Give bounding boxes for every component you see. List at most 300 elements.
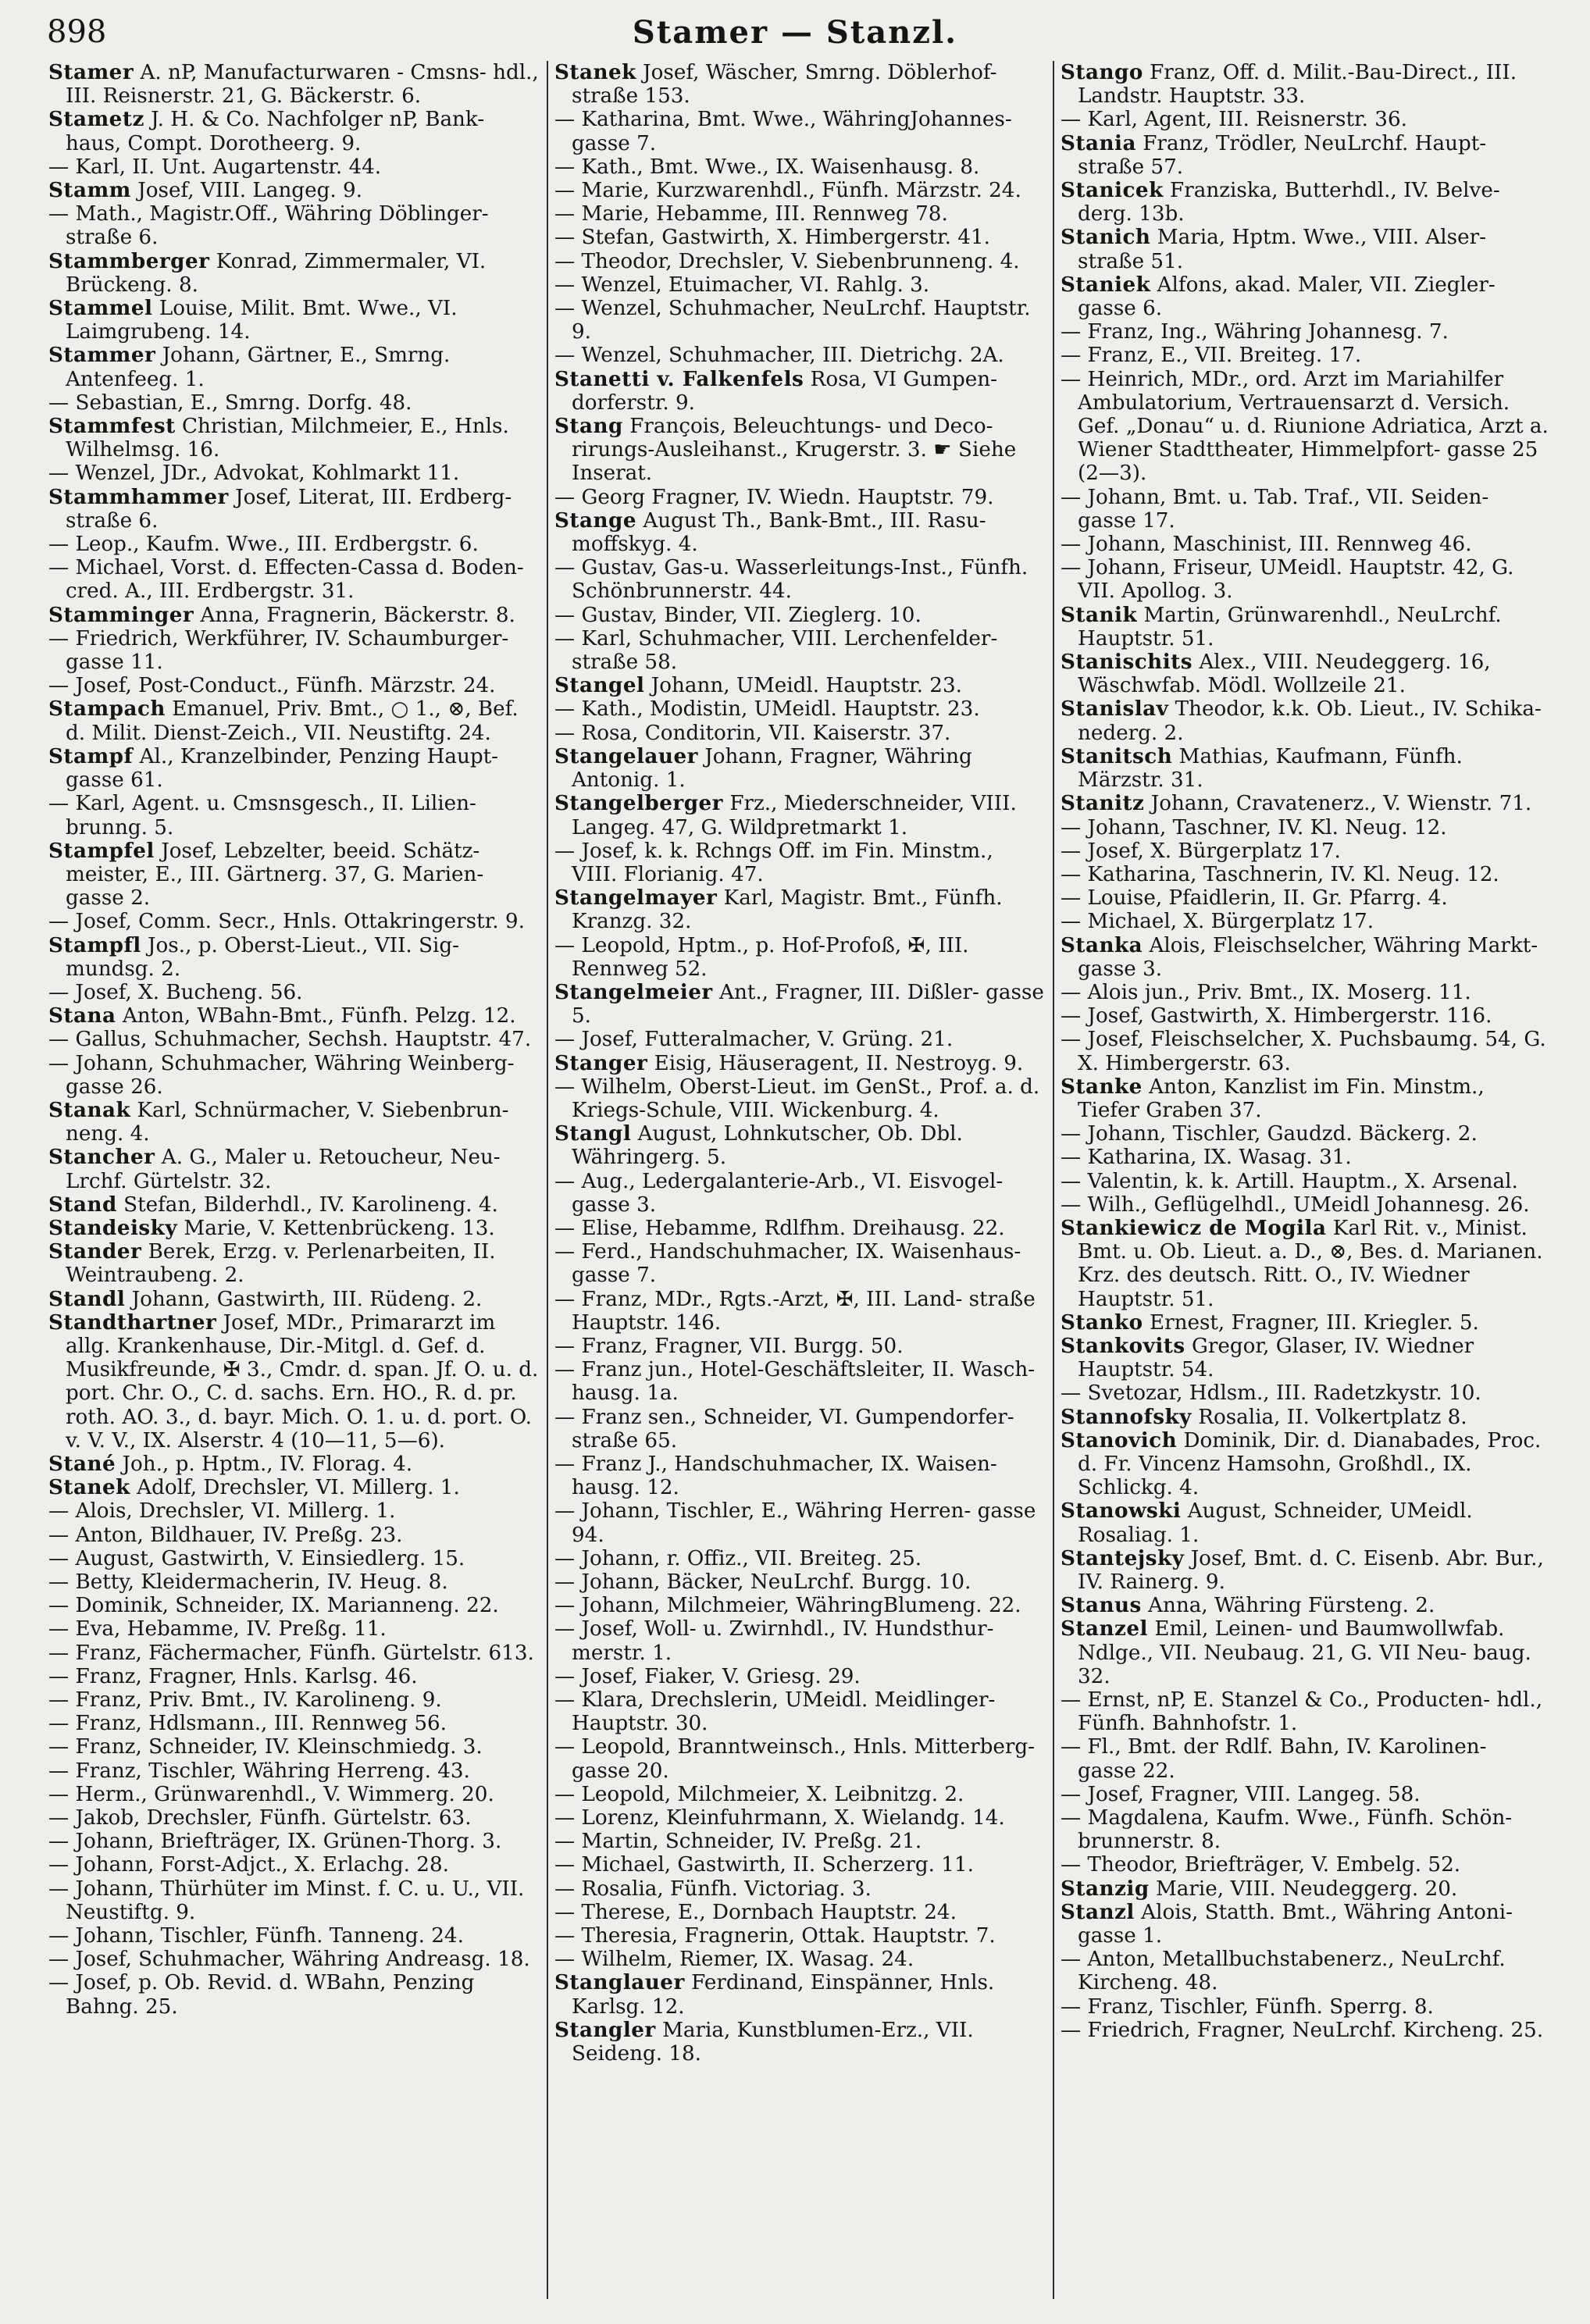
entry-surname: Stampfel xyxy=(48,838,155,863)
entry-surname: Stankovits xyxy=(1061,1333,1185,1358)
directory-entry xyxy=(554,1288,1045,1335)
entry-surname: Stangelauer xyxy=(554,743,698,768)
entry-details: — Alois, Drechsler, VI. Millerg. 1. xyxy=(48,1499,396,1524)
entry-details: Karl, Magistr. Bmt., Fünfh. Kranzg. 32. xyxy=(572,886,1003,934)
entry-details: Mathias, Kaufmann, Fünfh. Märzstr. 31. xyxy=(1078,744,1463,793)
directory-entry xyxy=(554,226,1045,249)
entry-details: — Wenzel, Schuhmacher, NeuLrchf. Hauptstr. 9. xyxy=(554,297,1031,344)
directory-entry xyxy=(554,1570,1045,1594)
entry-surname: Stange xyxy=(554,508,636,533)
directory-entry xyxy=(554,556,1045,603)
entry-details: — Fl., Bmt. der Rdlf. Bahn, IV. Karolinen- gasse 22. xyxy=(1061,1735,1487,1783)
directory-entry xyxy=(48,1971,539,2018)
directory-entry xyxy=(1061,1617,1551,1688)
directory-entry xyxy=(554,415,1045,486)
entry-surname: Stammfest xyxy=(48,414,176,439)
entry-surname: Stanowski xyxy=(1061,1499,1182,1524)
directory-entry xyxy=(554,604,1045,627)
directory-entry xyxy=(554,792,1045,839)
entry-details: Al., Kranzelbinder, Penzing Haupt- gasse 61. xyxy=(66,744,499,793)
directory-entry xyxy=(1061,981,1551,1004)
entry-details: — Michael, X. Bürgerplatz 17. xyxy=(1061,910,1374,934)
entry-details: Gregor, Glaser, IV. Wiedner Hauptstr. 54. xyxy=(1078,1334,1474,1382)
entry-details: — Leopold, Hptm., p. Hof-Profoß, ✠, III. Rennweg 52. xyxy=(554,933,969,981)
entry-details: Alois, Statth. Bmt., Währing Antoni- gasse 1. xyxy=(1078,1900,1513,1948)
directory-entry xyxy=(1061,368,1551,486)
directory-entry xyxy=(1061,1075,1551,1122)
directory-entry xyxy=(48,297,539,344)
directory-entry xyxy=(554,1665,1045,1688)
entry-details: — Friedrich, Werkführer, IV. Schaumburger- gasse 11. xyxy=(48,626,509,675)
directory-entry xyxy=(1061,697,1551,744)
entry-surname: Stania xyxy=(1061,130,1136,155)
directory-entry xyxy=(1061,1028,1551,1075)
directory-entry xyxy=(1061,1688,1551,1735)
entry-details: — Johann, Thürhüter im Minst. f. C. u. U., VII. Neustiftg. 9. xyxy=(48,1877,525,1924)
entry-details: Louise, Milit. Bmt. Wwe., VI. Laimgrubeng. 14. xyxy=(66,297,458,344)
directory-entry xyxy=(554,1948,1045,1971)
entry-details: — Johann, Bäcker, NeuLrchf. Burgg. 10. xyxy=(554,1570,971,1594)
entry-surname: Stangelmayer xyxy=(554,886,718,911)
entry-details: — Sebastian, E., Smrng. Dorfg. 48. xyxy=(48,390,412,415)
entry-details: Maria, Hptm. Wwe., VIII. Alser- straße 51. xyxy=(1078,226,1486,273)
column-1 xyxy=(48,61,539,2302)
columns xyxy=(48,61,1560,2302)
entry-details: — Karl, Schuhmacher, VIII. Lerchenfelder- straße 58. xyxy=(554,626,998,675)
entry-surname: Stanzel xyxy=(1061,1616,1148,1641)
directory-entry xyxy=(48,981,539,1004)
entry-details: — Johann, Briefträger, IX. Grünen-Thorg. 3. xyxy=(48,1830,502,1854)
entry-details: Franz, Trödler, NeuLrchf. Haupt- straße 57. xyxy=(1078,131,1487,179)
directory-entry xyxy=(554,1028,1045,1051)
directory-entry xyxy=(48,1641,539,1665)
directory-entry xyxy=(1061,1735,1551,1782)
entry-surname: Stamm xyxy=(48,178,131,203)
directory-entry xyxy=(48,697,539,744)
entry-surname: Stammhammer xyxy=(48,484,229,509)
entry-details: — Valentin, k. k. Artill. Hauptm., X. Arsenal. xyxy=(1061,1169,1518,1193)
entry-details: — Franz sen., Schneider, VI. Gumpendorfer- straße 65. xyxy=(554,1405,1014,1452)
entry-details: — Leop., Kaufm. Wwe., III. Erdbergstr. 6. xyxy=(48,533,479,557)
entry-surname: Stametz xyxy=(48,107,144,132)
directory-entry xyxy=(1061,745,1551,792)
directory-entry xyxy=(48,604,539,627)
entry-surname: Stanich xyxy=(1061,225,1151,250)
directory-entry xyxy=(1061,132,1551,179)
entry-details: — Wenzel, Schuhmacher, III. Dietrichg. 2A. xyxy=(554,344,1004,368)
entry-details: — Herm., Grünwarenhdl., V. Wimmerg. 20. xyxy=(48,1782,494,1806)
directory-entry xyxy=(554,1217,1045,1240)
entry-details: — Svetozar, Hdlsm., III. Radetzkystr. 10. xyxy=(1061,1381,1481,1406)
directory-entry xyxy=(1061,1995,1551,2019)
entry-details: Anton, Kanzlist im Fin. Minstm., Tiefer Graben 37. xyxy=(1078,1075,1485,1122)
directory-entry xyxy=(1061,1853,1551,1877)
entry-surname: Stangelberger xyxy=(554,791,723,816)
entry-details: — Franz, Priv. Bmt., IV. Karolineng. 9. xyxy=(48,1688,442,1713)
entry-details: Marie, V. Kettenbrückeng. 13. xyxy=(184,1216,495,1240)
entry-details: — Franz, Tischler, Währing Herreng. 43. xyxy=(48,1759,470,1783)
directory-entry xyxy=(554,1735,1045,1782)
entry-details: — Josef, X. Bucheng. 56. xyxy=(48,980,303,1004)
entry-surname: Stannofsky xyxy=(1061,1404,1192,1429)
entry-details: Jos., p. Oberst-Lieut., VII. Sig- mundsg. 2. xyxy=(66,933,459,981)
entry-surname: Standthartner xyxy=(48,1310,217,1335)
entry-details: — Rosalia, Fünfh. Victoriag. 3. xyxy=(554,1877,872,1901)
entry-details: — Johann, Tischler, Gaudzd. Bäckerg. 2. xyxy=(1061,1122,1478,1146)
entry-details: — Ferd., Handschuhmacher, IX. Waisenhaus- gasse 7. xyxy=(554,1240,1021,1288)
directory-entry xyxy=(554,486,1045,509)
entry-surname: Stanischits xyxy=(1061,650,1192,675)
directory-entry xyxy=(554,722,1045,745)
directory-entry xyxy=(48,1759,539,1783)
directory-entry xyxy=(554,981,1045,1028)
entry-details: — Franz, Tischler, Fünfh. Sperrg. 8. xyxy=(1061,1994,1434,2019)
entry-surname: Standl xyxy=(48,1286,126,1311)
entry-surname: Stang xyxy=(554,414,623,439)
directory-entry xyxy=(1061,1193,1551,1217)
directory-entry xyxy=(554,1594,1045,1617)
entry-details: Maria, Kunstblumen-Erz., VII. Seideng. 18. xyxy=(572,2018,974,2066)
entry-surname: Stamer xyxy=(48,61,134,84)
entry-details: — Franz, Schneider, IV. Kleinschmiedg. 3. xyxy=(48,1735,483,1759)
entry-details: Christian, Milchmeier, E., Hnls. Wilhelmsg. 16. xyxy=(66,415,509,462)
entry-details: — Ernst, nP, E. Stanzel & Co., Producten- hdl., Fünfh. Bahnhofstr. 1. xyxy=(1061,1688,1543,1736)
directory-entry xyxy=(554,1358,1045,1405)
entry-details: — Franz, E., VII. Breiteg. 17. xyxy=(1061,344,1362,368)
directory-entry xyxy=(48,1028,539,1051)
directory-entry xyxy=(554,1452,1045,1499)
entry-surname: Stanek xyxy=(48,1475,130,1500)
entry-details: — Wenzel, Etuimacher, VI. Rahlg. 3. xyxy=(554,273,930,297)
directory-entry xyxy=(1061,1594,1551,1617)
entry-details: Marie, VIII. Neudeggerg. 20. xyxy=(1155,1877,1458,1901)
directory-entry xyxy=(48,1452,539,1476)
entry-details: — Josef, Fragner, VIII. Langeg. 58. xyxy=(1061,1782,1421,1806)
entry-details: A. nP, Manufacturwaren - Cmsns- hdl., III. Reisnerstr. 21, G. Bäckerstr. 6. xyxy=(66,61,539,109)
entry-details: — Leopold, Milchmeier, X. Leibnitzg. 2. xyxy=(554,1782,964,1806)
directory-entry xyxy=(554,839,1045,886)
directory-entry xyxy=(1061,604,1551,651)
directory-entry xyxy=(1061,1429,1551,1500)
entry-surname: Stampfl xyxy=(48,932,141,957)
entry-details: — Aug., Ledergalanterie-Arb., VI. Eisvogel- gasse 3. xyxy=(554,1169,1004,1217)
entry-details: — Josef, Futteralmacher, V. Grüng. 21. xyxy=(554,1028,954,1052)
directory-entry xyxy=(48,202,539,249)
directory-entry xyxy=(48,391,539,415)
entry-surname: Stanzl xyxy=(1061,1899,1135,1924)
page-header xyxy=(47,14,1543,59)
entry-surname: Stanovich xyxy=(1061,1428,1178,1452)
directory-entry xyxy=(48,155,539,179)
entry-surname: Stantejsky xyxy=(1061,1545,1185,1570)
directory-entry xyxy=(48,1004,539,1028)
directory-entry xyxy=(1061,1335,1551,1381)
entry-details: — Johann, Maschinist, III. Rennweg 46. xyxy=(1061,533,1472,557)
entry-details: — Johann, Tischler, E., Währing Herren- gasse 94. xyxy=(554,1499,1036,1547)
directory-entry xyxy=(48,1240,539,1287)
entry-surname: Stanka xyxy=(1061,932,1143,957)
entry-details: — Josef, p. Ob. Revid. d. WBahn, Penzing Bahng. 25. xyxy=(48,1971,475,2019)
entry-details: Ant., Fragner, III. Dißler- gasse 5. xyxy=(572,980,1044,1028)
entry-details: Josef, Wäscher, Smrng. Döblerhof- straße 153. xyxy=(572,61,997,109)
directory-entry xyxy=(48,1217,539,1240)
directory-entry xyxy=(48,1783,539,1806)
directory-entry xyxy=(48,1499,539,1523)
entry-surname: Stampf xyxy=(48,743,134,768)
entry-details: — Theodor, Drechsler, V. Siebenbrunneng. 4. xyxy=(554,249,1020,273)
entry-details: — Josef, Comm. Secr., Hnls. Ottakringerstr. 9. xyxy=(48,910,525,934)
directory-entry xyxy=(554,155,1045,179)
entry-details: Anna, Währing Fürsteng. 2. xyxy=(1148,1594,1435,1618)
page-title: Stamer — Stanzl. xyxy=(632,14,958,51)
entry-details: August, Lohnkutscher, Ob. Dbl. Währingerg. 5. xyxy=(572,1122,963,1170)
directory-entry xyxy=(554,886,1045,933)
directory-entry xyxy=(1061,1311,1551,1335)
directory-entry xyxy=(1061,533,1551,556)
directory-entry xyxy=(1061,934,1551,981)
directory-entry xyxy=(554,1688,1045,1735)
directory-entry xyxy=(1061,1783,1551,1806)
entry-details: — Johann, Milchmeier, WähringBlumeng. 22. xyxy=(554,1594,1021,1618)
entry-surname: Stangler xyxy=(554,2017,656,2042)
entry-details: Johann, UMeidl. Hauptstr. 23. xyxy=(651,674,962,698)
directory-entry xyxy=(48,344,539,390)
directory-entry xyxy=(1061,226,1551,273)
entry-surname: Stanke xyxy=(1061,1074,1143,1099)
directory-entry xyxy=(48,415,539,462)
entry-details: Ernest, Fragner, III. Kriegler. 5. xyxy=(1149,1310,1479,1335)
entry-details: — Franz, Hdlsmann., III. Rennweg 56. xyxy=(48,1712,447,1736)
entry-details: J. H. & Co. Nachfolger nP, Bank- haus, Compt. Dorotheerg. 9. xyxy=(66,108,485,155)
entry-details: Josef, MDr., Primararzt im allg. Krankenhause, Dir.-Mitgl. d. Gef. d. Musikfreunde, ✠ 3., Cmdr. d. span. Jf. O. u. d. port. Chr. O., C. d. sachs. Ern. HO., R. d. pr. roth. AO. 3., d. bayr. Mich. O. 1. u. d. port. O. v. V. V., IX. Alserstr. 4 (10—11, 5—6). xyxy=(66,1310,539,1452)
directory-entry xyxy=(1061,1948,1551,1994)
entry-details: — Anton, Metallbuchstabenerz., NeuLrchf. Kircheng. 48. xyxy=(1061,1948,1506,1995)
directory-entry xyxy=(1061,792,1551,815)
entry-surname: Stané xyxy=(48,1451,116,1476)
directory-entry xyxy=(48,1688,539,1712)
entry-surname: Stanko xyxy=(1061,1310,1143,1335)
entry-details: — Betty, Kleidermacherin, IV. Heug. 8. xyxy=(48,1570,448,1594)
directory-entry xyxy=(48,462,539,485)
entry-details: — Michael, Vorst. d. Effecten-Cassa d. Boden- cred. A., III. Erdbergstr. 31. xyxy=(48,556,524,604)
directory-entry xyxy=(48,627,539,674)
directory-entry xyxy=(1061,1146,1551,1169)
directory-entry xyxy=(554,368,1045,415)
directory-entry xyxy=(48,792,539,839)
entry-details: — Karl, Agent, III. Reisnerstr. 36. xyxy=(1061,108,1407,132)
entry-details: — Josef, Fiaker, V. Griesg. 29. xyxy=(554,1664,861,1688)
directory-entry xyxy=(554,1122,1045,1169)
entry-details: Anton, WBahn-Bmt., Fünfh. Pelzg. 12. xyxy=(122,1004,516,1028)
directory-entry xyxy=(554,509,1045,556)
directory-entry xyxy=(48,486,539,533)
directory-entry xyxy=(48,1146,539,1192)
entry-details: — Theresia, Fragnerin, Ottak. Hauptstr. 7. xyxy=(554,1924,996,1948)
entry-details: — Louise, Pfaidlerin, II. Gr. Pfarrg. 4. xyxy=(1061,886,1448,911)
entry-details: Josef, VIII. Langeg. 9. xyxy=(137,179,362,203)
entry-surname: Stango xyxy=(1061,61,1143,84)
directory-entry xyxy=(554,273,1045,297)
entry-details: — Heinrich, MDr., ord. Arzt im Mariahilfer Ambulatorium, Vertrauensarzt d. Versich. Gef. „Donau“ u. d. Riunione Adriatica, Arzt a. Wiener Stadttheater, Himmelpfort- gasse 25 (2—3). xyxy=(1061,367,1549,486)
entry-details: — Katharina, IX. Wasag. 31. xyxy=(1061,1146,1352,1170)
directory-entry xyxy=(1061,108,1551,131)
directory-entry xyxy=(1061,1877,1551,1901)
entry-details: Anna, Fragnerin, Bäckerstr. 8. xyxy=(200,603,515,627)
entry-details: Alois, Fleischselcher, Währing Markt- gasse 3. xyxy=(1078,933,1538,981)
entry-details: A. G., Maler u. Retoucheur, Neu- Lrchf. Gürtelstr. 32. xyxy=(66,1146,501,1193)
directory-entry xyxy=(1061,886,1551,910)
entry-details: — Josef, Fleischselcher, X. Puchsbaumg. 54, G. X. Himbergerstr. 63. xyxy=(1061,1028,1546,1075)
entry-surname: Stanik xyxy=(1061,602,1138,627)
entry-details: — Franz, MDr., Rgts.-Arzt, ✠, III. Land- straße Hauptstr. 146. xyxy=(554,1287,1036,1335)
directory-entry xyxy=(48,910,539,933)
entry-surname: Stanger xyxy=(554,1050,648,1075)
directory-entry xyxy=(48,839,539,911)
directory-entry xyxy=(554,1806,1045,1830)
directory-entry xyxy=(1061,1381,1551,1405)
entry-surname: Stampach xyxy=(48,697,166,722)
directory-entry xyxy=(48,1547,539,1570)
entry-details: Rosa, VI Gumpen- dorferstr. 9. xyxy=(572,367,997,415)
entry-details: — Marie, Kurzwarenhdl., Fünfh. Märzstr. 24. xyxy=(554,179,1021,203)
directory-entry xyxy=(1061,651,1551,697)
directory-entry xyxy=(48,934,539,981)
entry-details: Dominik, Dir. d. Dianabades, Proc. d. Fr. Vincenz Hamsohn, Großhdl., IX. Schlickg. 4. xyxy=(1078,1428,1542,1500)
entry-details: Theodor, k.k. Ob. Lieut., IV. Schika- nederg. 2. xyxy=(1078,697,1542,745)
entry-details: Alex., VIII. Neudeggerg. 16, Wäschwfab. Mödl. Wollzeile 21. xyxy=(1078,651,1491,698)
entry-details: — Kath., Modistin, UMeidl. Hauptstr. 23. xyxy=(554,697,980,722)
entry-details: — Gustav, Binder, VII. Zieglerg. 10. xyxy=(554,603,922,627)
entry-details: Karl, Schnürmacher, V. Siebenbrun- neng. 4. xyxy=(66,1098,509,1146)
directory-entry xyxy=(554,179,1045,202)
entry-details: — Dominik, Schneider, IX. Marianneng. 22. xyxy=(48,1594,499,1618)
page-number: 898 xyxy=(47,14,107,50)
entry-details: Josef, Bmt. d. C. Eisenb. Abr. Bur., IV. Rainerg. 9. xyxy=(1078,1546,1544,1594)
directory-entry xyxy=(1061,486,1551,533)
directory-entry xyxy=(554,697,1045,721)
directory-entry xyxy=(1061,344,1551,367)
entry-details: — Stefan, Gastwirth, X. Himbergerstr. 41. xyxy=(554,226,990,250)
entry-details: August Th., Bank-Bmt., III. Rasu- moffskyg. 4. xyxy=(572,508,986,557)
entry-details: — August, Gastwirth, V. Einsiedlerg. 15. xyxy=(48,1546,465,1570)
directory-entry xyxy=(1061,1004,1551,1028)
directory-entry xyxy=(48,1524,539,1547)
entry-surname: Stangelmeier xyxy=(554,979,713,1004)
entry-details: Johann, Gärtner, E., Smrng. Antenfeeg. 1. xyxy=(66,344,451,391)
directory-entry xyxy=(554,674,1045,697)
entry-details: — Johann, Schuhmacher, Währing Weinberg- gasse 26. xyxy=(48,1051,515,1099)
entry-details: Ferdinand, Einspänner, Hnls. Karlsg. 12. xyxy=(572,1971,995,2019)
directory-entry xyxy=(48,1476,539,1499)
entry-details: Johann, Cravatenerz., V. Wienstr. 71. xyxy=(1150,792,1532,816)
directory-entry xyxy=(554,745,1045,792)
entry-details: — Alois jun., Priv. Bmt., IX. Moserg. 11. xyxy=(1061,980,1471,1004)
entry-surname: Stander xyxy=(48,1239,142,1264)
entry-details: — Therese, E., Dornbach Hauptstr. 24. xyxy=(554,1900,957,1924)
directory-entry xyxy=(554,1924,1045,1948)
directory-entry xyxy=(554,61,1045,108)
entry-details: Karl Rit. v., Minist. Bmt. u. Ob. Lieut. a. D., ⊗, Bes. d. Marianen. Krz. des deutsch. Ritt. O., IV. Wiedner Hauptstr. 51. xyxy=(1078,1216,1543,1311)
directory-entry xyxy=(554,202,1045,226)
entry-details: Johann, Fragner, Währing Antonig. 1. xyxy=(572,744,972,793)
entry-details: — Johann, Friseur, UMeidl. Hauptstr. 42, G. VII. Apollog. 3. xyxy=(1061,556,1514,604)
entry-surname: Stangl xyxy=(554,1121,632,1146)
directory-entry xyxy=(1061,1499,1551,1546)
entry-details: — Elise, Hebamme, Rdlfhm. Dreihausg. 22. xyxy=(554,1216,1005,1240)
entry-details: Johann, Gastwirth, III. Rüdeng. 2. xyxy=(131,1287,483,1311)
directory-entry xyxy=(554,2019,1045,2066)
entry-details: Emil, Leinen- und Baumwollwfab. Ndlge., VII. Neubaug. 21, G. VII Neu- baug. 32. xyxy=(1078,1617,1531,1688)
entry-details: — Michael, Gastwirth, II. Scherzerg. 11. xyxy=(554,1853,974,1877)
entry-details: — Marie, Hebamme, III. Rennweg 78. xyxy=(554,202,948,226)
directory-entry xyxy=(48,1853,539,1877)
directory-entry xyxy=(48,1570,539,1594)
column-3 xyxy=(1061,61,1551,2302)
directory-entry xyxy=(48,1288,539,1311)
entry-surname: Standeisky xyxy=(48,1215,178,1240)
directory-entry xyxy=(554,1499,1045,1546)
entry-details: — Georg Fragner, IV. Wiedn. Hauptstr. 79. xyxy=(554,485,994,509)
directory-entry xyxy=(48,1617,539,1641)
directory-entry xyxy=(48,1948,539,1971)
directory-entry xyxy=(48,108,539,155)
entry-surname: Stangel xyxy=(554,673,645,698)
entry-details: — Johann, Tischler, Fünfh. Tanneng. 24. xyxy=(48,1924,464,1948)
directory-entry xyxy=(48,745,539,792)
entry-details: — Klara, Drechslerin, UMeidl. Meidlinger- Hauptstr. 30. xyxy=(554,1688,996,1736)
entry-surname: Stancher xyxy=(48,1145,155,1170)
entry-details: — Wilhelm, Riemer, IX. Wasag. 24. xyxy=(554,1948,914,1972)
directory-entry xyxy=(48,1594,539,1617)
entry-details: Konrad, Zimmermaler, VI. Brückeng. 8. xyxy=(66,249,487,297)
directory-entry xyxy=(1061,556,1551,603)
directory-entry xyxy=(554,1901,1045,1924)
directory-entry xyxy=(554,1617,1045,1664)
directory-entry xyxy=(48,250,539,297)
directory-entry xyxy=(48,556,539,603)
entry-details: — Josef, Post-Conduct., Fünfh. Märzstr. 24. xyxy=(48,674,496,698)
directory-entry xyxy=(48,1099,539,1146)
entry-surname: Stanitsch xyxy=(1061,743,1173,768)
directory-entry xyxy=(48,61,539,108)
directory-entry xyxy=(48,674,539,697)
directory-entry xyxy=(554,250,1045,273)
entry-details: — Franz, Ing., Währing Johannesg. 7. xyxy=(1061,320,1449,344)
entry-details: Adolf, Drechsler, VI. Millerg. 1. xyxy=(137,1476,460,1500)
directory-entry xyxy=(554,1853,1045,1877)
entry-details: — Johann, r. Offiz., VII. Breiteg. 25. xyxy=(554,1546,922,1570)
directory-entry xyxy=(1061,273,1551,320)
entry-details: — Josef, X. Bürgerplatz 17. xyxy=(1061,839,1341,863)
entry-details: Josef, Literat, III. Erdberg- straße 6. xyxy=(66,485,512,533)
entry-details: Berek, Erzg. v. Perlenarbeiten, II. Weintraubeng. 2. xyxy=(66,1240,496,1288)
directory-entry xyxy=(554,344,1045,367)
directory-entry xyxy=(1061,1901,1551,1948)
directory-entry xyxy=(554,627,1045,674)
entry-details: — Karl, Agent. u. Cmsnsgesch., II. Lilien- brunng. 5. xyxy=(48,792,476,839)
entry-details: — Johann, Forst-Adjct., X. Erlachg. 28. xyxy=(48,1853,449,1877)
directory-entry xyxy=(554,1971,1045,2018)
entry-details: — Eva, Hebamme, IV. Preßg. 11. xyxy=(48,1617,387,1641)
entry-surname: Stand xyxy=(48,1192,117,1217)
entry-details: Stefan, Bilderhdl., IV. Karolineng. 4. xyxy=(123,1192,498,1217)
directory-entry xyxy=(1061,2019,1551,2042)
entry-details: — Franz, Fächermacher, Fünfh. Gürtelstr. 613. xyxy=(48,1641,534,1665)
directory-entry xyxy=(48,1877,539,1924)
directory-entry xyxy=(1061,1217,1551,1311)
entry-details: — Leopold, Branntweinsch., Hnls. Mitterberg- gasse 20. xyxy=(554,1735,1036,1783)
entry-details: François, Beleuchtungs- und Deco- rirungs-Ausleihanst., Krugerstr. 3. ☛ Siehe Inserat. xyxy=(572,415,1017,486)
